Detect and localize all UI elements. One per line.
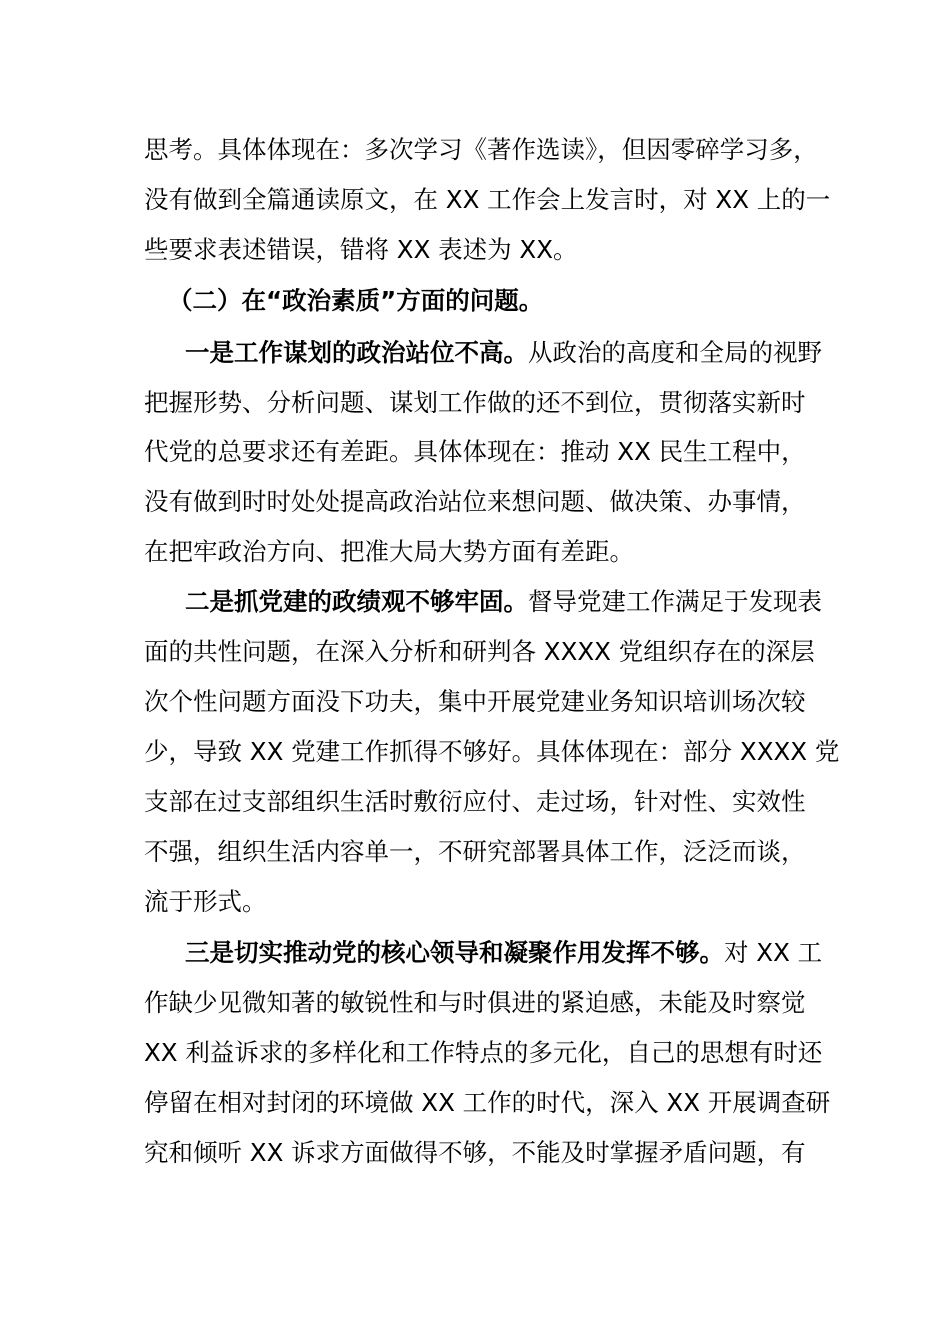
paragraph-text: 从政治的高度和全局的视野 xyxy=(528,338,822,367)
text-line: 次个性问题方面没下功夫，集中开展党建业务知识培训场次较 xyxy=(144,687,806,716)
text-line: 没有做到时时处处提高政治站位来想问题、做决策、办事情， xyxy=(144,487,806,516)
text-line: 流于形式。 xyxy=(144,887,267,916)
text-line: 少，导致 XX 党建工作抓得不够好。具体体现在：部分 XXXX 党 xyxy=(144,737,840,766)
text-line: 思考。具体体现在：多次学习《著作选读》，但因零碎学习多， xyxy=(144,135,818,164)
text-line: 些要求表述错误，错将 XX 表述为 XX。 xyxy=(144,235,578,264)
paragraph-lead: 二是抓党建的政绩观不够牢固。 xyxy=(185,587,528,616)
text-line: 停留在相对封闭的环境做 XX 工作的时代，深入 XX 开展调查研 xyxy=(144,1088,831,1117)
paragraph-first-line xyxy=(185,938,822,968)
text-line: 把握形势、分析问题、谋划工作做的还不到位，贯彻落实新时 xyxy=(144,388,806,417)
paragraph-first-line xyxy=(185,338,822,368)
paragraph-lead: 三是切实推动党的核心领导和凝聚作用发挥不够。 xyxy=(185,938,724,967)
paragraph-text: 对 XX 工 xyxy=(724,938,823,967)
text-line: 支部在过支部组织生活时敷衍应付、走过场，针对性、实效性 xyxy=(144,787,806,816)
text-line: XX 利益诉求的多样化和工作特点的多元化，自己的思想有时还 xyxy=(144,1038,823,1067)
text-line: 不强，组织生活内容单一，不研究部署具体工作，泛泛而谈， xyxy=(144,837,806,866)
paragraph-first-line xyxy=(185,587,822,617)
section-heading: （二）在“政治素质”方面的问题。 xyxy=(168,286,544,315)
text-line: 究和倾听 XX 诉求方面做得不够，不能及时掌握矛盾问题，有 xyxy=(144,1138,806,1167)
paragraph-text: 督导党建工作满足于发现表 xyxy=(528,587,822,616)
text-line: 在把牢政治方向、把准大局大势方面有差距。 xyxy=(144,537,634,566)
text-line: 代党的总要求还有差距。具体体现在：推动 XX 民生工程中， xyxy=(144,437,806,466)
paragraph-lead: 一是工作谋划的政治站位不高。 xyxy=(185,338,528,367)
text-line: 面的共性问题，在深入分析和研判各 XXXX 党组织存在的深层 xyxy=(144,637,815,666)
text-line: 没有做到全篇通读原文，在 XX 工作会上发言时，对 XX 上的一 xyxy=(144,185,831,214)
text-line: 作缺少见微知著的敏锐性和与时俱进的紧迫感，未能及时察觉 xyxy=(144,988,806,1017)
